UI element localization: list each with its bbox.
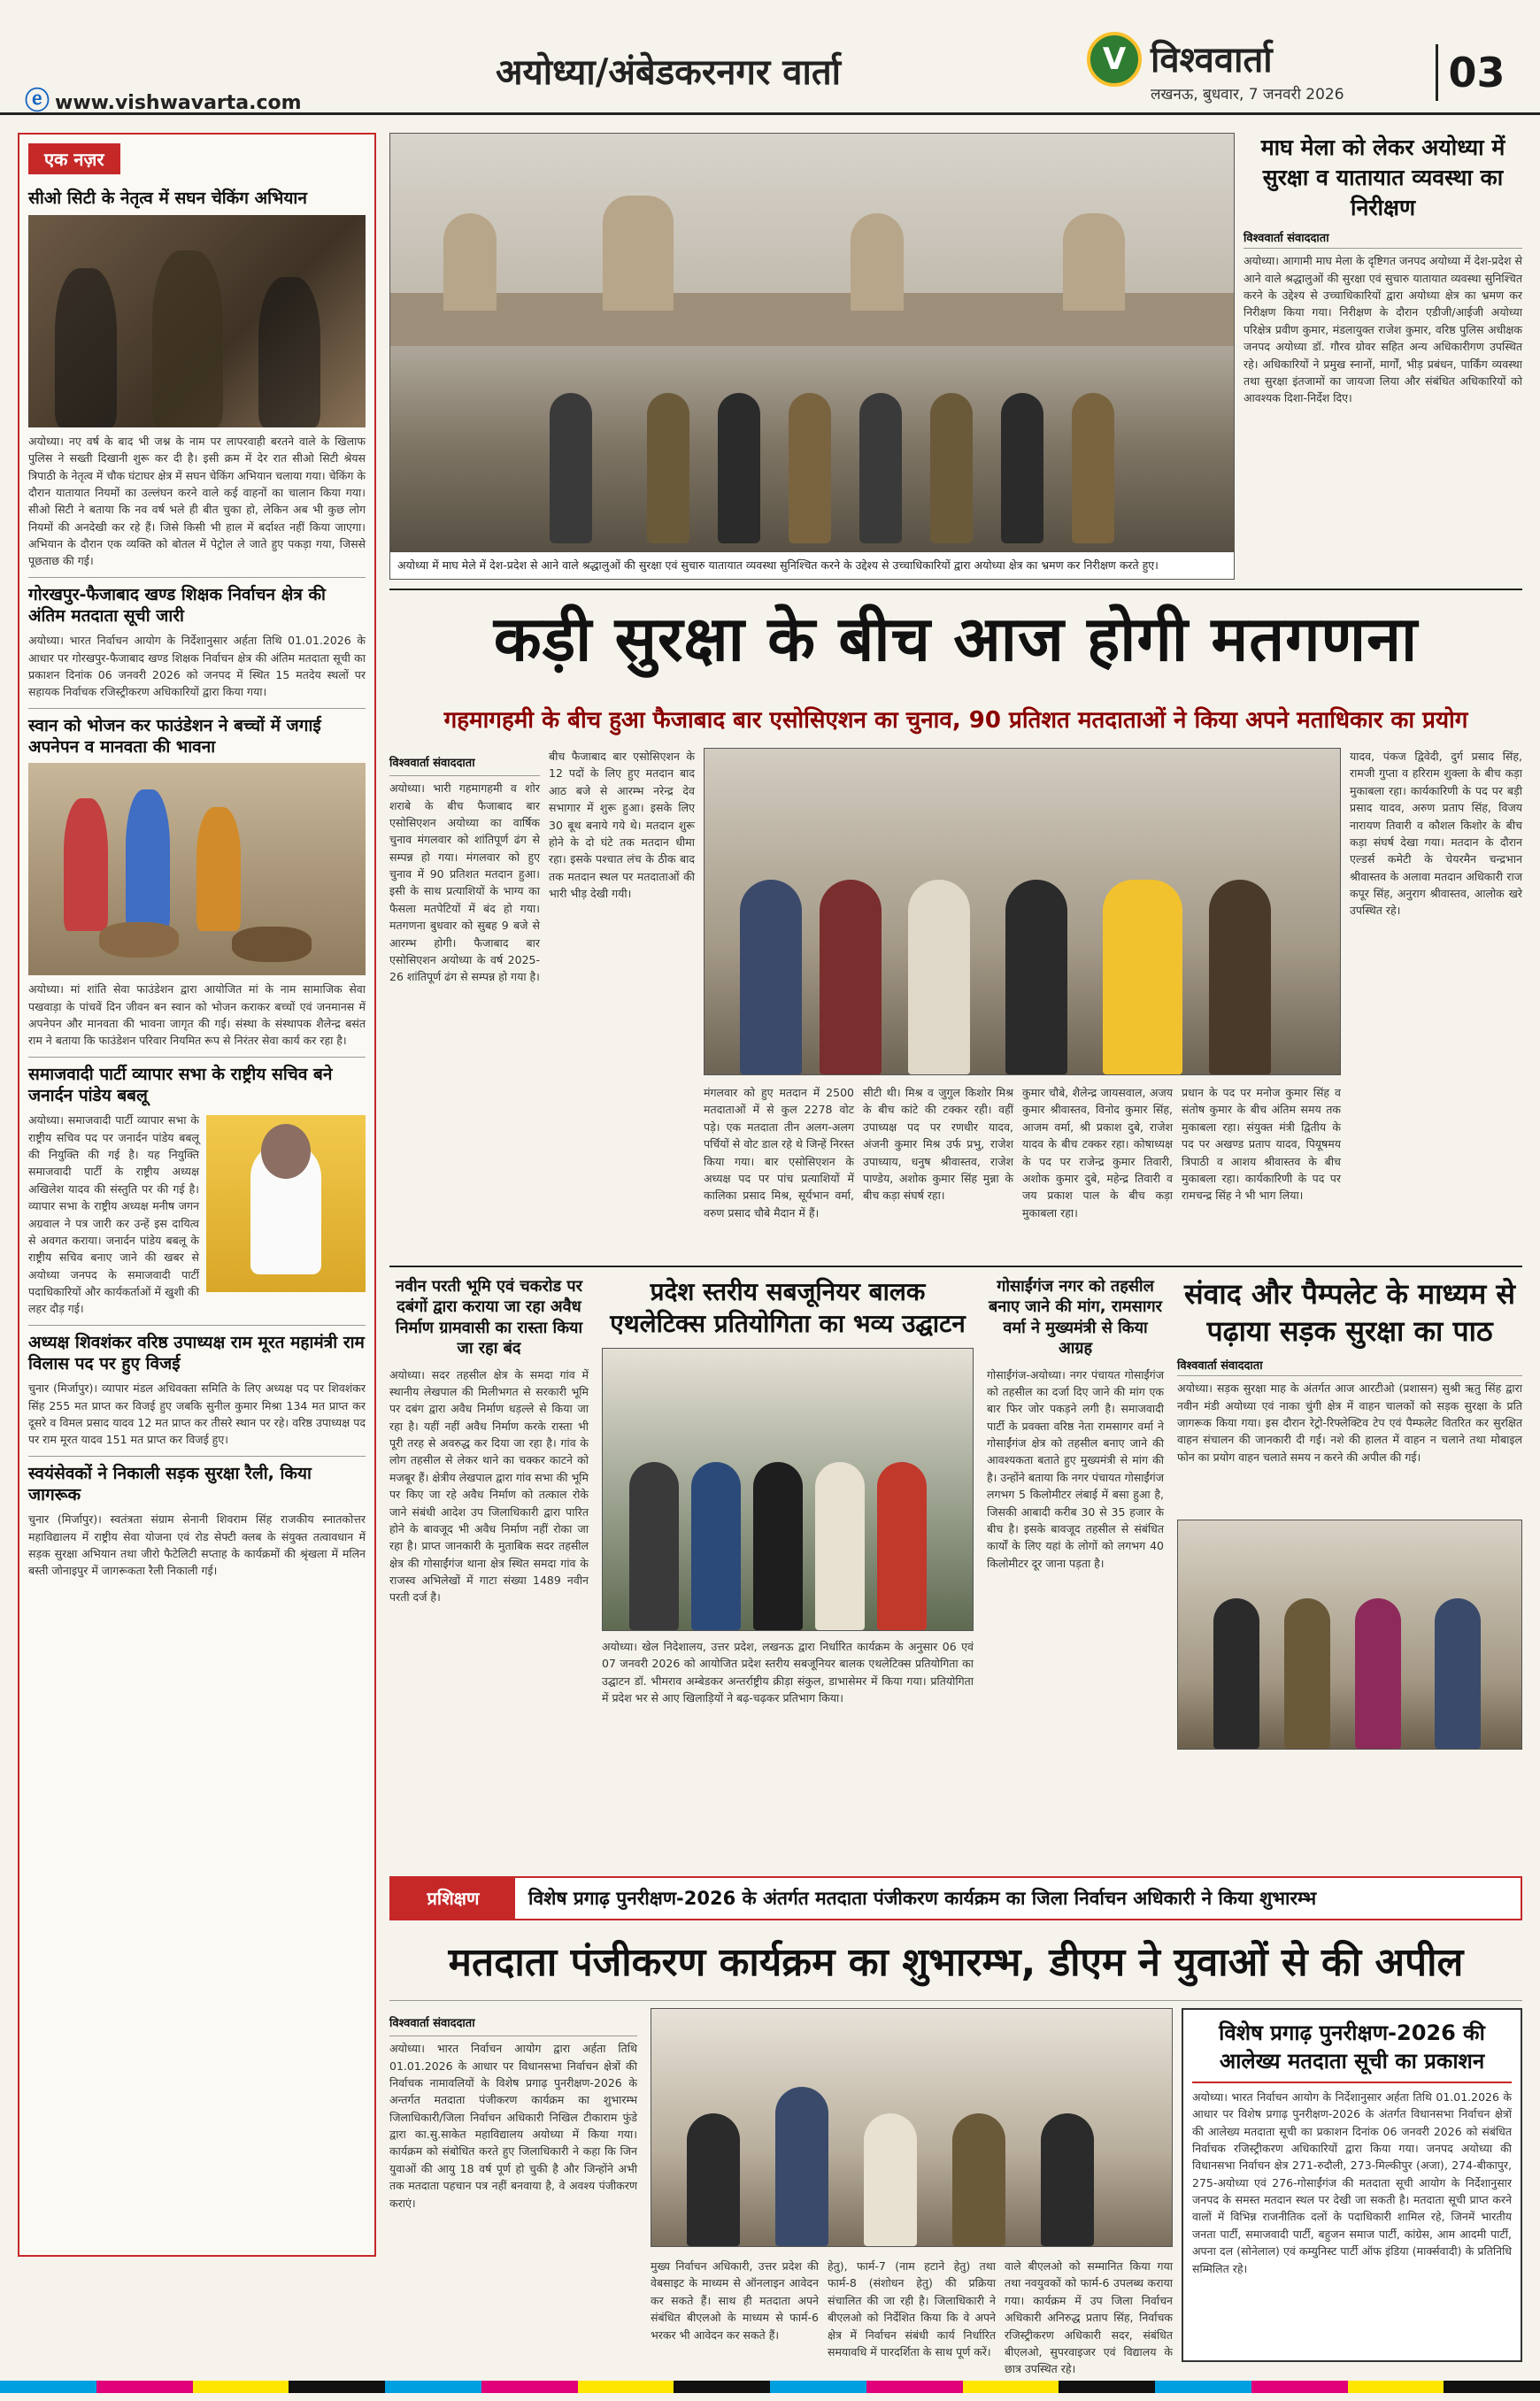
story-headline: गोसाईंगंज नगर को तहसील बनाए जाने की मांग, रामसागर वर्मा ने मुख्यमंत्री से किया आग्रह [989,1277,1162,1358]
left-column [18,133,376,2257]
page-number: 03 [1436,44,1515,101]
portrait-photo [206,1115,366,1292]
story-body: अयोध्या। सड़क सुरक्षा माह के अंतर्गत आज आरटीओ (प्रशासन) सुश्री ऋतु सिंह द्वारा नवीन मंडी अयोध्या एवं नाका चुंगी क्षेत्र में वाहन चालकों को सड़क सुरक्षा के प्रति जागरूक किया गया। इस दौरान रेट्रो-रिफ्लेक्टिव टेप एवं पैम्फलेट वितरित कर सुरक्षित वाहन संचालन की जानकारी दी गई। नशे की हालत में वाहन न चलाने तथा मोबाइल फोन का प्रयोग वाहन चलाते समय न करने की अपील की गई। [1177,1381,1522,1464]
story-headline: विशेष प्रगाढ़ पुनरीक्षण-2026 की आलेख्य मतदाता सूची का प्रकाशन [1192,2019,1512,2083]
story-text: अयोध्या। भारी गहमागहमी व शोर शराबे के बीच फैजाबाद बार एसोसिएशन अयोध्या का वार्षिक चुनाव मंगलवार को शांतिपूर्ण ढंग से सम्पन्न हो गया। मंगलवार को हुए चुनाव में 90 प्रतिशत मतदान हुआ। इसी के साथ प्रत्याशियों के भाग्य का फैसला मतपेटियों में बंद हो गया। मतगणना बुधवार को सुबह 9 बजे से आरम्भ होगी। फैजाबाद बार एसोसिएशन अयोध्या के वर्ष 2025-26 शांतिपूर्ण ढंग से सम्पन्न हो गया है। [389,781,540,984]
divider [28,708,366,709]
registration-photo [651,2008,1173,2247]
masthead [0,0,1540,115]
strip-headline: विशेष प्रगाढ़ पुनरीक्षण-2026 के अंतर्गत मतदाता पंजीकरण कार्यक्रम का जिला निर्वाचन अधिकारी ने किया शुभारम्भ [528,1888,1317,1909]
story-headline: अध्यक्ष शिवशंकर वरिष्ठ उपाध्यक्ष राम मूरत महामंत्री राम विलास पद पर हुए विजई [28,1332,365,1374]
top-story [1244,133,1522,580]
story-column: प्रधान के पद पर मनोज कुमार सिंह व संतोष कुमार के बीच अंतिम समय तक मुकाबला रहा। संयुक्त मंत्री द्वितीय के पद पर अखण्ड प्रताप यादव, पियूषमय त्रिपाठी व आशय श्रीवास्तव के बीच मुकाबला रहा। कार्यकारिणी के पद पर रामचन्द्र सिंह ने भी भाग लिया। [1182,1086,1341,1203]
story-body: चुनार (मिर्जापुर)। स्वतंत्रता संग्राम सेनानी शिवराम सिंह राजकीय स्नातकोत्तर महाविद्यालय में राष्ट्रीय सेवा योजना एवं रोड सेफ्टी क्लब के संयुक्त तत्वावधान में सड़क सुरक्षा अभियान तथा जीरो फैटेलिटी सप्ताह के कार्यक्रमों की श्रृंखला में मलिन बस्ती जोनाइपुर में जागरूकता रैली निकाली गई। [28,1512,366,1578]
print-color-bar [0,2381,1540,2393]
story-illegal-construction [389,1276,589,1869]
magh-mela-inspection-photo [389,133,1235,580]
story-gosaiganj-tehsil [987,1276,1164,1869]
story-body: गोसाईंगंज-अयोध्या। नगर पंचायत गोसाईंगंज को तहसील का दर्जा दिए जाने की मांग एक बार फिर जोर पकड़ने लगी है। समाजवादी पार्टी के प्रवक्ता वरिष्ठ नेता रामसागर वर्मा ने गोसाईंगंज क्षेत्र को तहसील बनाए जाने की आवश्यकता बताते हुए मुख्यमंत्री से मांग की है। उन्होंने बताया कि नगर पंचायत गोसाईंगंज लगभग 5 किलोमीटर लंबाई में बसा हुआ है, जिसकी आबादी करीब 30 से 35 हजार के बीच है। इसके बावजूद तहसील से संबंधित कार्यों के लिए यहां के लोगों को लगभग 40 किलोमीटर दूर जाना पड़ता है। [987,1367,1164,1570]
story-text: अयोध्या। भारत निर्वाचन आयोग द्वारा अर्हता तिथि 01.01.2026 के आधार पर विधानसभा निर्वाचन क्षेत्रों की निर्वाचक नामावलियों के विशेष प्रगाढ़ पुनरीक्षण-2026 के अन्तर्गत मतदाता पंजीकरण कार्यक्रम का शुभारम्भ जिलाधिकारी/जिला निर्वाचन अधिकारी निखिल टीकाराम फुंडे द्वारा का.सु.साकेत महाविद्यालय अयोध्या में किया गया। कार्यक्रम को संबोधित करते हुए जिलाधिकारी ने कहा कि जिन युवाओं की आयु 18 वर्ष पूर्ण हो चुकी है और जिन्होंने अभी तक मतदाता पहचान पत्र नहीं बनवाया है, वे अवश्य पंजीकरण कराएं। [389,2042,637,2210]
story-headline: सीओ सिटी के नेतृत्व में सघन चेकिंग अभियान [28,189,307,208]
story-body: अयोध्या। भारत निर्वाचन आयोग के निर्देशानुसार अर्हता तिथि 01.01.2026 के आधार पर विशेष प्रगाढ़ पुनरीक्षण-2026 के अंतर्गत विधानसभा निर्वाचन क्षेत्रों की आलेख्य मतदाता सूची का प्रकाशन दिनांक 06 जनवरी 2026 को संबंधित निर्वाचक रजिस्ट्रीकरण अधिकारियों द्वारा किया गया। जनपद अयोध्या की विधानसभा निर्वाचन क्षेत्र 271-रुदौली, 273-मिल्कीपुर (अजा), 274-बीकापुर, 275-अयोध्या एवं 276-गोसाईंगंज की मतदाता सूची आयोग के निर्देशानुसार जनपद के समस्त मतदान स्थल पर देखी जा सकती है। मतदाता सूची प्राप्त करने वालों में विभिन्न राजनीतिक दलों के पदाधिकारी शामिल रहे, जिनमें भारतीय जनता पार्टी, समाजवादी पार्टी, बहुजन समाज पार्टी, कांग्रेस, आम आदमी पार्टी, अपना दल (सोनेलाल) एवं कम्युनिस्ट पार्टी ऑफ इंडिया (मार्क्सवादी) के प्रतिनिधि सम्मिलित रहे। [1192,2089,1512,2275]
byline: विश्ववार्ता संवाददाता [1177,1357,1522,1376]
training-strip [389,1876,1522,1920]
story-column: सीटी थी। मिश्र व जुगुल किशोर मिश्र के बीच कांटे की टक्कर रही। वहीं उपाध्यक्ष पद पर रणधीर यादव, अंजनी कुमार मिश्र उर्फ प्रभु, राजेश उपाध्याय, धनुष श्रीवास्तव, राजेश पाण्डेय, अशोक कुमार सिंह मुन्ना के बीच कड़ा संघर्ष रहा। [863,1086,1013,1203]
registration-story [389,2000,1522,2376]
registration-headline: मतदाता पंजीकरण कार्यक्रम का शुभारम्भ, डीएम ने युवाओं से की अपील [448,1940,1464,1985]
story-column [389,2008,637,2371]
main-headline-block [389,589,1522,704]
byline: विश्ववार्ता संवाददाता [389,755,540,776]
section-title: अयोध्या/अंबेडकरनगर वार्ता [496,51,841,93]
story-column: मंगलवार को हुए मतदान में 2500 मतदाताओं में से कुल 2278 वोट पड़े। एक मतदाता तीन अलग-अलग पर्चियों से वोट डाल रहे थे जिन्हें निरस्त किया गया। बार एसोसिएशन के अध्यक्ष पद पर पांच प्रत्याशियों में कालिका प्रसाद मिश्र, सूर्यभान वर्मा, वरुण प्रसाद चौबे मैदान में हैं। [704,1086,854,1220]
story-body: अयोध्या। आगामी माघ मेला के दृष्टिगत जनपद अयोध्या में देश-प्रदेश से आने वाले श्रद्धालुओं की सुरक्षा एवं सुचारु यातायात व्यवस्था सुनिश्चित करने के उद्देश्य से उच्चाधिकारियों द्वारा अयोध्या क्षेत्र का भ्रमण कर निरीक्षण किया गया। निरीक्षण के दौरान एडीजी/आईजी अयोध्या परिक्षेत्र प्रवीण कुमार, मंडलायुक्त राजेश कुमार, वरिष्ठ पुलिस अधीक्षक जनपद अयोध्या डॉ. गौरव ग्रोवर सहित अन्य अधिकारीगण उपस्थित रहे। अधिकारियों ने प्रमुख स्नानों, मार्गों, भीड़ प्रबंधन, पार्किंग व्यवस्था तथा सुरक्षा इंतजामों का जायजा लिया और संबंधित अधिकारियों को आवश्यक दिशा-निर्देश दिए। [1244,254,1522,405]
checking-drive-photo [28,215,366,427]
story-column: बीच फैजाबाद बार एसोसिएशन के 12 पदों के लिए हुए मतदान बाद आठ बजे से आरम्भ नरेन्द्र देव सभागार में शुरू हुआ। इसके लिए 30 बूथ बनाये गये थे। मतदान शुरू होने के दो घंटे तक मतदान धीमा रहा। इसके पश्चात लंच के ठीक बाद तक मतदान स्थल पर मतदाताओं की भारी भीड़ देखी गयी। [549,750,695,900]
story-column: यादव, पंकज द्विवेदी, दुर्ग प्रसाद सिंह, रामजी गुप्ता व हरिराम शुक्ला के बीच कड़ा मुकाबला रहा। कार्यकारिणी के पद पर बड़ी प्रसाद यादव, अरुण प्रताप सिंह, विजय नारायण तिवारी व कौशल किशोर के बीच कड़ा संघर्ष देखा गया। मतदान के दौरान एल्डर्स कमेटी के चेयरमैन चन्द्रभान श्रीवास्तव के अलावा मतदान अधिकारी राज कपूर सिंह, अनुराग श्रीवास्तव, आलोक खरे उपस्थित रहे। [1350,750,1522,918]
story-body: अयोध्या। सदर तहसील क्षेत्र के समदा गांव में स्थानीय लेखपाल की मिलीभगत से सरकारी भूमि पर दबंग द्वारा अवैध निर्माण धड़ल्ले से किया जा रहा है। यहीं नहीं अवैध निर्माण करके रास्ता भी पूरी तरह से अवरुद्ध कर दिया जा रहा है। गांव के लोग तहसील से लेकर थाने का चक्कर काटने को मजबूर हैं। क्षेत्रीय लेखपाल द्वारा गांव सभा की भूमि पर किए जा रहे अवैध निर्माण को तत्काल रोके जाने संबंधी आदेश उप जिलाधिकारी द्वारा पारित होने के बावजूद भी अवैध निर्माण नहीं रोका जा रहा है। प्राप्त जानकारी के मुताबिक सदर तहसील क्षेत्र की गोसाईंगंज थाना क्षेत्र स्थित समदा गांव के राजस्व अभिलेखों में गाटा संख्या 1489 नवीन परती दर्ज है। [389,1367,589,1605]
voter-roll-box [1182,2008,1522,2362]
story-headline: नवीन परती भूमि एवं चकरोड पर दबंगों द्वारा कराया जा रहा अवैध निर्माण ग्रामवासी का रास्ता किया जा रहा बंद [395,1277,583,1358]
divider [28,1057,366,1058]
divider [28,577,366,578]
story-headline: स्वयंसेवकों ने निकाली सड़क सुरक्षा रैली, किया जागरूक [28,1463,312,1504]
middle-stories [389,1266,1522,1867]
dog-feeding-photo [28,763,366,975]
story-headline: प्रदेश स्तरीय सबजूनियर बालक एथलेटिक्स प्रतियोगिता का भव्य उद्घाटन [610,1277,966,1339]
browser-e-icon: ⓔ [25,86,50,115]
story-road-safety [1177,1276,1522,1869]
story-body: अयोध्या। समाजवादी पार्टी व्यापार सभा के राष्ट्रीय सचिव पद पर जनार्दन पांडेय बबलू की नियुक्ति की गई है। यह नियुक्ति समाजवादी पार्टी के राष्ट्रीय अध्यक्ष अखिलेश यादव की संस्तुति पर की गई है। व्यापार सभा के राष्ट्रीय अध्यक्ष मनीष जगन अग्रवाल ने पत्र जारी कर उन्हें इस दायित्व से अवगत कराया। जनार्दन पांडेय बबलू के राष्ट्रीय सचिव बनाए जाने की खबर से अयोध्या जनपद के समाजवादी पार्टी पदाधिकारियों और कार्यकर्ताओं में खुशी की लहर दौड़ गई। [28,1113,199,1316]
story-body: अयोध्या। खेल निदेशालय, उत्तर प्रदेश, लखनऊ द्वारा निर्धारित कार्यक्रम के अनुसार 06 एवं 07 जनवरी 2026 को आयोजित प्रदेश स्तरीय सबजूनियर बालक एथलेटिक्स प्रतियोगिता का उद्घाटन डॉ. भीमराव अम्बेडकर अन्तर्राष्ट्रीय क्रीड़ा संकुल, डाभासेमर में किया गया। प्रतियोगिता में प्रदेश भर से आए खिलाड़ियों ने बढ़-चढ़कर प्रतिभाग किया। [602,1639,974,1705]
section-tag-training: प्रशिक्षण [391,1878,515,1919]
story-body: अयोध्या। भारत निर्वाचन आयोग के निर्देशानुसार अर्हता तिथि 01.01.2026 के आधार पर गोरखपुर-फैजाबाद खण्ड शिक्षक निर्वाचन क्षेत्र की अंतिम मतदाता सूची का प्रकाशन दिनांक 06 जनवरी 2026 को जनपद में स्थित 15 मतदेय स्थलों पर सहायक निर्वाचक रजिस्ट्रीकरण अधिकारियों द्वारा किया गया। [28,634,366,699]
main-headline: कड़ी सुरक्षा के बीच आज होगी मतगणना [493,603,1419,675]
athletics-photo [602,1348,974,1631]
voting-photo [704,748,1341,1075]
story-column: मुख्य निर्वाचन अधिकारी, उत्तर प्रदेश की वेबसाइट के माध्यम से ऑनलाइन आवेदन कर सकते हैं। साथ ही मतदाता अपने संबंधित बीएलओ के माध्यम से फार्म-6 भरकर भी आवेदन कर सकते हैं। [651,2259,819,2342]
main-subheadline: गहमागहमी के बीच हुआ फैजाबाद बार एसोसिएशन का चुनाव, 90 प्रतिशत मतदाताओं ने किया अपने मताधिकार का प्रयोग [443,707,1468,734]
story-body: अयोध्या। मां शांति सेवा फाउंडेशन द्वारा आयोजित मां के नाम सामाजिक सेवा पखवाड़ा के पांचवें दिन जीवन बन स्वान को भोजन कराकर बच्चों एवं जनमानस में अपनेपन और मानवता की भावना जागृत की गई। संस्था के संस्थापक शैलेन्द्र बसंत राम ने बताया कि फाउंडेशन परिवार नियमित रूप से निरंतर सेवा कार्य कर रहा है। [28,982,366,1048]
site-url[interactable] [25,81,302,117]
story-headline: माघ मेला को लेकर अयोध्या में सुरक्षा व यातायात व्यवस्था का निरीक्षण [1260,135,1505,220]
story-headline: गोरखपुर-फैजाबाद खण्ड शिक्षक निर्वाचन क्षेत्र की अंतिम मतदाता सूची जारी [28,584,326,626]
story-column: हेतु), फार्म-7 (नाम हटाने हेतु) तथा फार्म-8 (संशोधन हेतु) की प्रक्रिया संचालित की जा रही है। जिलाधिकारी ने बीएलओ को निर्देशित किया कि वे अपने क्षेत्र में निर्वाचन संबंधी कार्य निर्धारित समयावधि में पारदर्शिता के साथ पूर्ण करें। [828,2259,996,2359]
story-column: कुमार चौबे, शैलेन्द्र जायसवाल, अजय कुमार श्रीवास्तव, विनोद कुमार सिंह, आजम वर्मा, श्री प्रकाश दुबे, राजेश यादव के बीच टक्कर रहा। कोषाध्यक्ष के पद पर राजेन्द्र कुमार तिवारी, अशोक कुमार दुबे, महेन्द्र तिवारी व जय प्रकाश पाल के बीच कड़ा मुकाबला रहा। [1022,1086,1173,1220]
section-tag-ek-nazar: एक नज़र [28,143,120,174]
photo-caption: अयोध्या में माघ मेले में देश-प्रदेश से आने वाले श्रद्धालुओं की सुरक्षा एवं सुचारु यातायात व्यवस्था सुनिश्चित करने के उद्देश्य से उच्चाधिकारियों द्वारा अयोध्या क्षेत्र का भ्रमण कर निरीक्षण करते हुए। [390,552,1234,579]
story-column: वाले बीएलओ को सम्मानित किया गया तथा नवयुवकों को फार्म-6 उपलब्ध कराया गया। कार्यक्रम में उप जिला निर्वाचन अधिकारी अनिरुद्ध प्रताप सिंह, निर्वाचक रजिस्ट्रीकरण अधिकारी सदर, संबंधित बीएलओ, सुपरवाइजर एवं विद्यालय के छात्र उपस्थित रहे। [1005,2259,1173,2376]
brand-name: विश्ववार्ता [1151,40,1273,81]
site-url-text[interactable]: www.vishwavarta.com [55,92,302,114]
dateline: लखनऊ, बुधवार, 7 जनवरी 2026 [1151,86,1344,104]
story-body: चुनार (मिर्जापुर)। व्यापार मंडल अधिवक्ता समिति के लिए अध्यक्ष पद पर शिवशंकर सिंह 255 मत प्राप्त कर विजई हुए जबकि सुनील कुमार मिश्रा 134 मत प्राप्त कर दूसरे व विमल प्रसाद यादव 12 मत प्राप्त कर तीसरे स्थान पर रहे। वरिष्ठ उपाध्यक्ष पद पर राम मूरत यादव 151 मत प्राप्त कर विजई हुए। [28,1381,366,1447]
story-body: अयोध्या। नए वर्ष के बाद भी जश्न के नाम पर लापरवाही बरतने वाले के खिलाफ पुलिस ने सख्ती दिखानी शुरू कर दी है। इसी क्रम में देर रात सीओ सिटी श्रेयस त्रिपाठी के नेतृत्व में चौक घंटाघर क्षेत्र में सघन चेकिंग अभियान चलाया गया। चेकिंग के दौरान यातायात नियमों का उल्लंघन करने वाले कई वाहनों का चालान किया गया। सीओ सिटी ने बताया कि नव वर्ष भले ही बीत चुका हो, लेकिन अब भी कुछ लोग नियमों की अनदेखी कर रहे हैं। जिसे किसी भी हाल में बर्दाश्त नहीं किया जाएगा। अभियान के दौरान एक व्यक्ति को बोतल में पेट्रोल ले जाते हुए पकड़ा गया, जिससे पूछताछ की गई। [28,434,366,568]
story-headline: स्वान को भोजन कर फाउंडेशन ने बच्चों में जगाई अपनेपन व मानवता की भावना [28,715,321,757]
story-headline: संवाद और पैम्पलेट के माध्यम से पढ़ाया सड़क सुरक्षा का पाठ [1184,1277,1515,1348]
byline: विश्ववार्ता संवाददाता [1244,229,1522,249]
divider [28,1456,366,1457]
byline: विश्ववार्ता संवाददाता [389,2015,637,2036]
road-safety-photo [1177,1520,1522,1750]
story-headline: समाजवादी पार्टी व्यापार सभा के राष्ट्रीय सचिव बने जनार्दन पांडेय बबलू [28,1064,333,1105]
story-column [389,748,540,1257]
story-athletics [602,1276,974,1869]
election-story [389,748,1522,1257]
brand-logo-icon: V [1087,32,1142,87]
divider [28,1325,366,1326]
